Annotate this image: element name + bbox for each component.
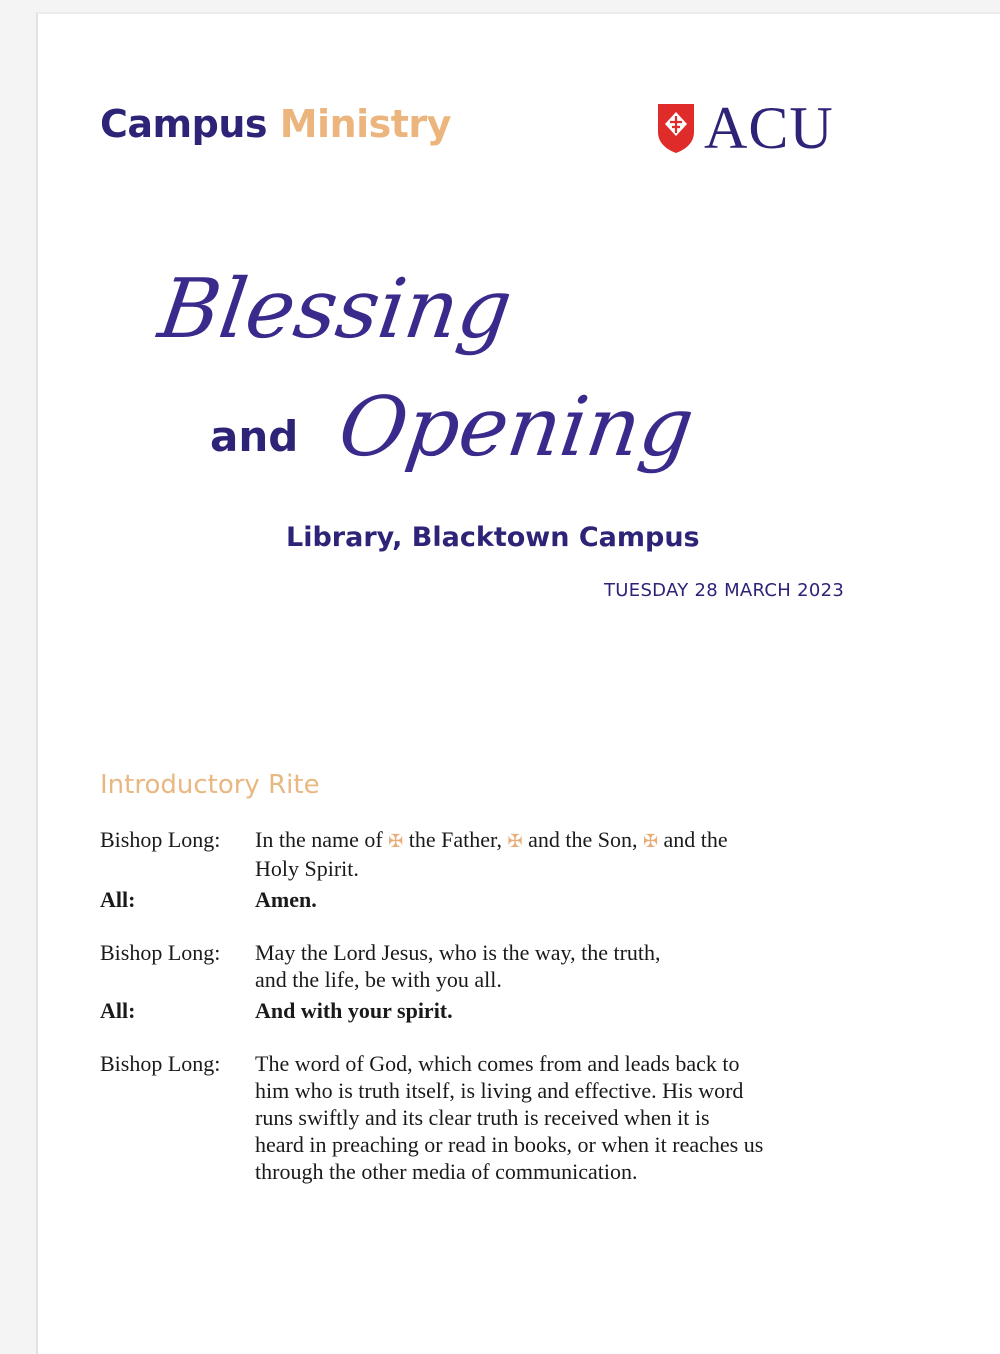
shield-cross-icon (656, 102, 696, 154)
speaker-label: Bishop Long: (100, 940, 221, 965)
speaker-label: All: (100, 998, 136, 1023)
exchange-1-leader (100, 826, 900, 882)
leader-text: May the Lord Jesus, who is the way, the truth, and the life, be with you all. (255, 940, 661, 992)
campus-ministry-logo (100, 102, 451, 146)
response-text: And with your spirit. (255, 998, 453, 1023)
introductory-rite (100, 826, 900, 1185)
title-and: and (210, 412, 299, 461)
speaker-label: Bishop Long: (100, 1051, 221, 1076)
exchange-2-response (100, 997, 900, 1024)
leader-text: The word of God, which comes from and leads back to him who is truth itself, is living and effective. His word runs swiftly and its clear truth is received when it is heard in preaching or read in books, or when it reaches us through the other media of communication. (255, 1051, 764, 1184)
brand-campus: Campus (100, 102, 267, 146)
leader-text: In the name of ✠ the Father, ✠ and the Son, ✠ and the Holy Spirit. (255, 827, 728, 881)
title-blessing: Blessing (153, 262, 518, 357)
event-date: TUESDAY 28 MARCH 2023 (604, 580, 845, 601)
event-location: Library, Blacktown Campus (286, 522, 700, 553)
section-title: Introductory Rite (100, 770, 320, 800)
exchange-1-response (100, 886, 900, 913)
acu-wordmark: ACU (704, 95, 834, 161)
exchange-3-leader (100, 1050, 900, 1185)
speaker-label: All: (100, 887, 136, 912)
cross-icon: ✠ (507, 831, 523, 851)
cross-icon: ✠ (642, 831, 659, 851)
brand-ministry: Ministry (279, 102, 451, 146)
response-text: Amen. (255, 887, 317, 912)
title-opening: Opening (333, 380, 700, 475)
acu-logo (656, 95, 834, 161)
exchange-2-leader (100, 939, 900, 993)
speaker-label: Bishop Long: (100, 827, 221, 852)
cross-icon: ✠ (388, 831, 404, 851)
